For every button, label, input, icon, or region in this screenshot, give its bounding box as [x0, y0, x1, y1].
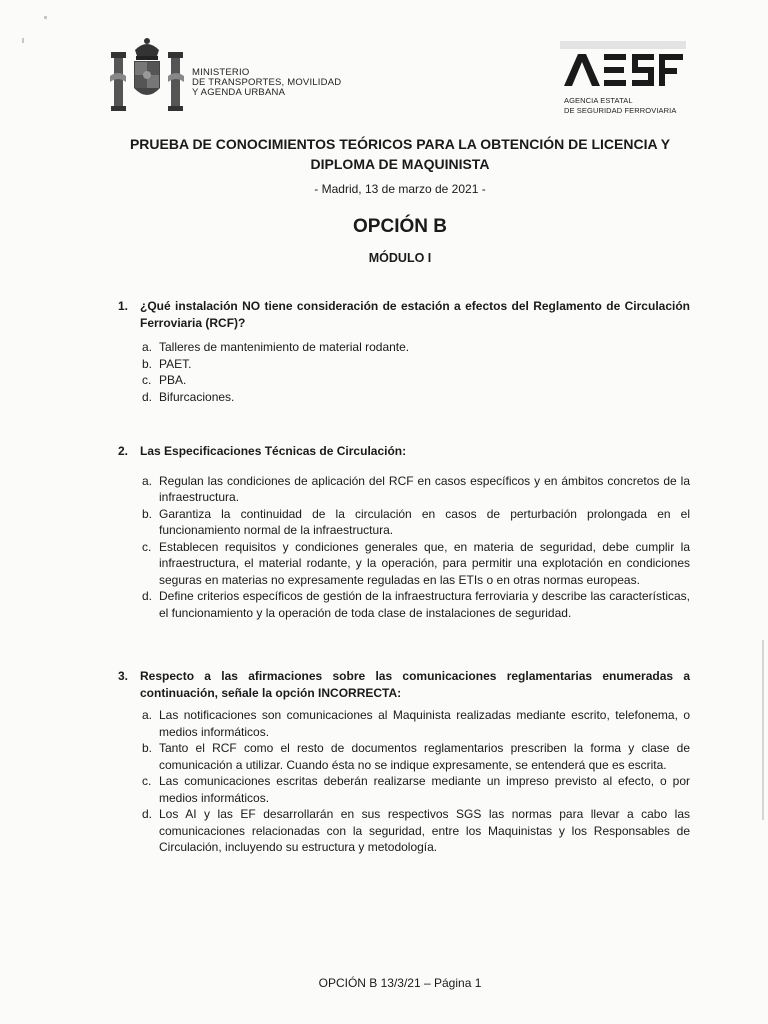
question-1 [118, 298, 690, 405]
answer-option [142, 539, 690, 589]
option-letter: d. [142, 589, 153, 603]
option-text: PAET. [159, 356, 192, 371]
option-letter: a. [142, 340, 153, 354]
option-text: Bifurcaciones. [159, 389, 235, 404]
answer-option [142, 740, 690, 773]
question-3 [118, 668, 690, 856]
scan-speck [22, 38, 24, 43]
ministry-line: Y AGENDA URBANA [192, 87, 286, 98]
module-heading: MÓDULO I [368, 251, 432, 265]
option-letter: d. [142, 389, 153, 404]
answer-option [142, 588, 690, 621]
agency-line: AGENCIA ESTATAL [564, 96, 633, 105]
option-text: Define criterios específicos de gestión de la infraestructura ferroviaria y describe las características, el funcionamiento y la operación de toda clase de instalaciones de seguridad. [159, 589, 690, 620]
answer-option [142, 773, 690, 806]
option-letter: d. [142, 807, 153, 821]
answer-option [142, 806, 690, 856]
option-text: PBA. [159, 373, 187, 387]
ministry-line: DE TRANSPORTES, MOVILIDAD [192, 77, 342, 88]
option-text: Los AI y las EF desarrollarán en sus respectivos SGS las normas para llevar a cabo las comunicaciones relacionadas con la seguridad, entre los Maquinistas y los Responsables de Circulación, incluyendo su estructura y metodología. [159, 807, 690, 854]
answer-option [142, 339, 690, 356]
exam-title [100, 134, 700, 174]
answer-option [142, 356, 690, 373]
exam-date: - Madrid, 13 de marzo de 2021 - [314, 182, 486, 196]
question-text: Las Especificaciones Técnicas de Circulación: [140, 444, 407, 458]
question-number: 1. [118, 299, 129, 313]
page-footer: OPCIÓN B 13/3/21 – Página 1 [318, 976, 482, 990]
scan-strip [560, 41, 686, 49]
agency-line: DE SEGURIDAD FERROVIARIA [564, 105, 677, 115]
option-heading: OPCIÓN B [353, 216, 447, 237]
answer-option [142, 506, 690, 539]
scan-speck [44, 16, 47, 19]
question-number: 3. [118, 669, 129, 683]
answer-option [142, 473, 690, 506]
option-text: Regulan las condiciones de aplicación del RCF en casos específicos y en ámbitos concretos de la infraestructura. [159, 473, 690, 504]
option-letter: c. [142, 774, 152, 788]
answer-option [142, 707, 690, 740]
answer-option [142, 372, 690, 389]
question-heading [118, 298, 690, 331]
question-2 [118, 443, 690, 621]
ministry-name [192, 68, 341, 98]
coat-of-arms-logo [108, 36, 186, 116]
exam-title-line: DIPLOMA DE MAQUINISTA [310, 156, 490, 172]
option-letter: a. [142, 473, 153, 488]
agency-name [564, 96, 676, 115]
exam-title-line: PRUEBA DE CONOCIMIENTOS TEÓRICOS PARA LA OBTENCIÓN DE LICENCIA Y [129, 136, 671, 152]
question-text: Respecto a las afirmaciones sobre las comunicaciones reglamentarias enumeradas a continuación, señale la opción INCORRECTA: [140, 669, 690, 700]
aesf-logo [562, 50, 684, 90]
answer-option [142, 389, 690, 406]
option-letter: a. [142, 708, 153, 722]
option-letter: b. [142, 506, 153, 521]
question-heading [118, 668, 690, 701]
question-heading [118, 443, 690, 460]
option-text: Talleres de mantenimiento de material rodante. [159, 340, 410, 354]
option-text: Las notificaciones son comunicaciones al Maquinista realizadas mediante escrito, telefonema, o medios informáticos. [159, 708, 690, 739]
answer-options [142, 473, 690, 622]
option-text: Las comunicaciones escritas deberán realizarse mediante un impreso previsto al efecto, o por medios informáticos. [159, 774, 690, 805]
option-text: Garantiza la continuidad de la circulación en casos de perturbación prolongada en el funcionamiento normal de la infraestructura. [159, 506, 690, 537]
option-letter: c. [142, 539, 152, 554]
option-letter: b. [142, 741, 153, 755]
option-text: Establecen requisitos y condiciones generales que, en materia de seguridad, debe cumplir la infraestructura, el material rodante, y la operación, para permitir una explotación en condiciones seguras en materias no expresamente reguladas en las ETIs o en otras normas europeas. [159, 539, 690, 587]
ministry-line: MINISTERIO [192, 67, 250, 78]
option-letter: b. [142, 356, 153, 371]
answer-options [142, 339, 690, 405]
scan-edge [762, 640, 764, 820]
option-letter: c. [142, 373, 152, 387]
answer-options [142, 707, 690, 856]
option-text: Tanto el RCF como el resto de documentos reglamentarios prescriben la forma y clase de comunicación a utilizar. Cuando ésta no se indique expresamente, se entenderá que es escrita. [159, 741, 690, 772]
question-text: ¿Qué instalación NO tiene consideración de estación a efectos del Reglamento de Circulación Ferroviaria (RCF)? [140, 299, 690, 330]
question-number: 2. [118, 444, 129, 458]
